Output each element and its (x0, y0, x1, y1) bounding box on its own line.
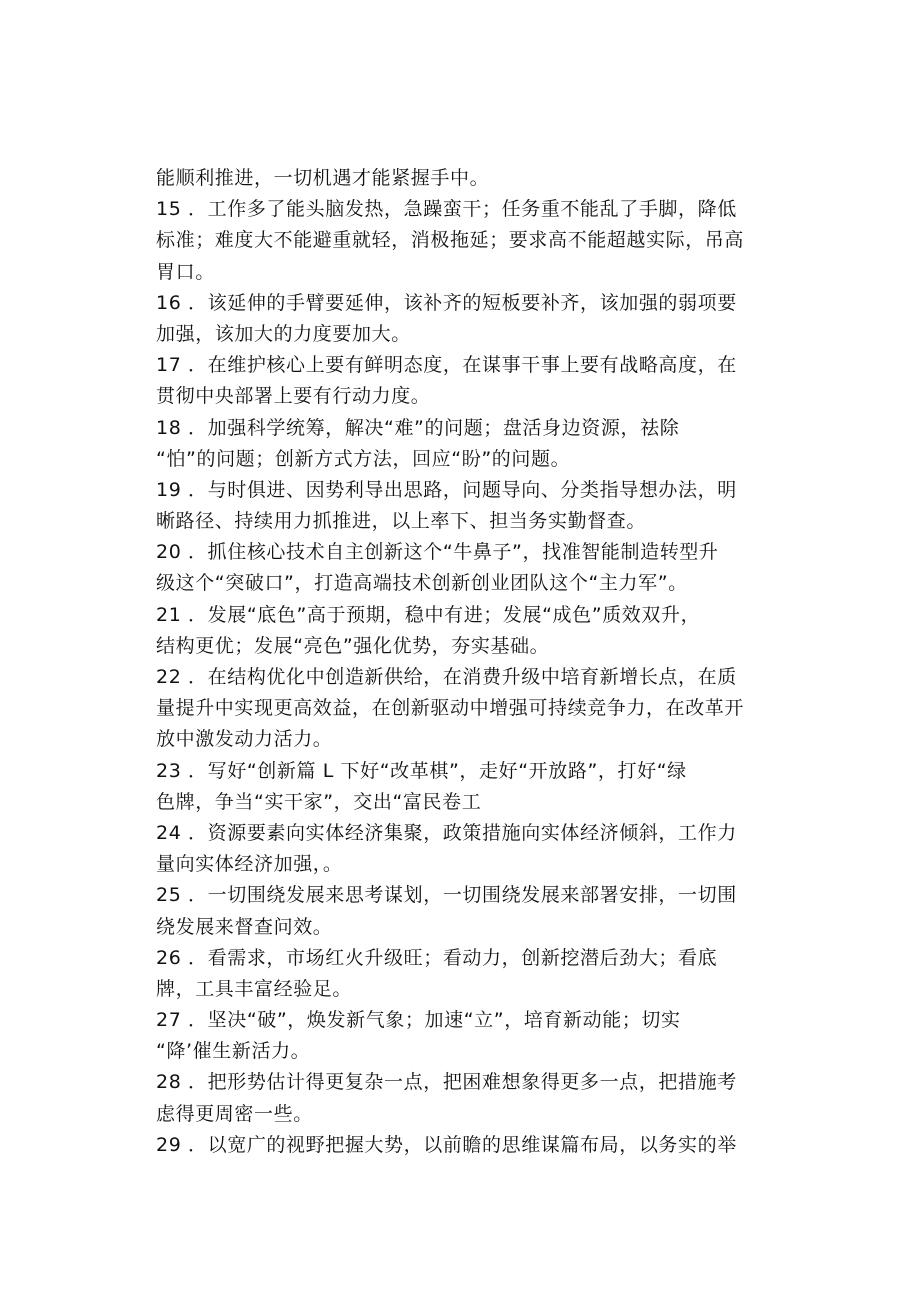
text-line: 胃口。 (156, 260, 215, 283)
text-line: 量提升中实现更高效益，在创新驱动中增强可持续竞争力，在改革开 (156, 697, 745, 720)
text-line: 量向实体经济加强，。 (156, 853, 343, 876)
text-line: 标准；难度大不能避重就轻，消极拖延；要求高不能超越实际，吊高 (156, 229, 745, 252)
text-line: 21 ．发展“底色”高于预期，稳中有进；发展“成色”质效双升， (156, 603, 701, 626)
text-line: 27 ．坚决“破”，焕发新气象；加速“立”，培育新动能；切实 (156, 1009, 681, 1032)
text-line: 22 ．在结构优化中创造新供给，在消费升级中培育新增长点，在质 (156, 666, 737, 688)
text-line: 25 ．一切围绕发展来思考谋划，一切围绕发展来部署安排，一切围 (156, 884, 737, 907)
text-line: 加强，该加大的力度要加大。 (156, 322, 411, 345)
text-line: 18 ．加强科学统筹，解决“难”的问题；盘活身边资源，祛除 (156, 416, 680, 439)
text-line: 虑得更周密一些。 (156, 1102, 313, 1125)
text-line: 29 ．以宽广的视野把握大势，以前瞻的思维谋篇布局，以务实的举 (156, 1133, 737, 1156)
text-line: “降’催生新活力。 (156, 1040, 311, 1063)
text-line: 16 ．该延伸的手臂要延伸，该补齐的短板要补齐，该加强的弱项要 (156, 291, 737, 314)
document-body (156, 163, 756, 1161)
text-line: “怕”的问题；创新方式方法，回应“盼”的问题。 (156, 447, 571, 470)
text-line: 放中激发动力活力。 (156, 728, 333, 751)
text-line: 结构更优；发展“亮色”强化优势，夯实基础。 (156, 634, 550, 657)
text-line: 24 ．资源要素向实体经济集聚，政策措施向实体经济倾斜，工作力 (156, 821, 737, 844)
text-line: 17 ．在维护核心上要有鲜明态度，在谋事干事上要有战略高度，在 (156, 354, 737, 377)
text-line: 贯彻中央部署上要有行动力度。 (156, 385, 431, 408)
text-line: 20 ．抓住核心技术自主创新这个“牛鼻子”，找准智能制造转型升 (156, 541, 719, 564)
text-line: 色牌，争当“实干家”，交出“富民卷工 (156, 790, 482, 813)
text-line: 26 ．看需求，市场红火升级旺；看动力，创新挖潜后劲大；看底 (156, 946, 718, 969)
text-line: 级这个“突破口”，打造高端技术创新创业团队这个“主力军”。 (156, 572, 688, 595)
text-line: 28 ．把形势估计得更复杂一点，把困难想象得更多一点，把措施考 (156, 1071, 737, 1094)
text-line: 23 ．写好“创新篇 L 下好“改革棋”，走好“开放路”，打好“绿 (156, 759, 687, 782)
text-line: 19 ．与时俱进、因势利导出思路，问题导向、分类指导想办法，明 (156, 478, 737, 501)
text-line: 牌，工具丰富经验足。 (156, 977, 353, 1000)
text-line: 15 ．工作多了能头脑发热，急躁蛮干；任务重不能乱了手脚，降低 (156, 198, 737, 221)
text-line: 绕发展来督查问效。 (156, 915, 333, 938)
text-line: 能顺利推进，一切机遇才能紧握手中。 (156, 167, 490, 189)
text-line: 晰路径、持续用力抓推进，以上率下、担当务实勤督查。 (156, 510, 647, 533)
